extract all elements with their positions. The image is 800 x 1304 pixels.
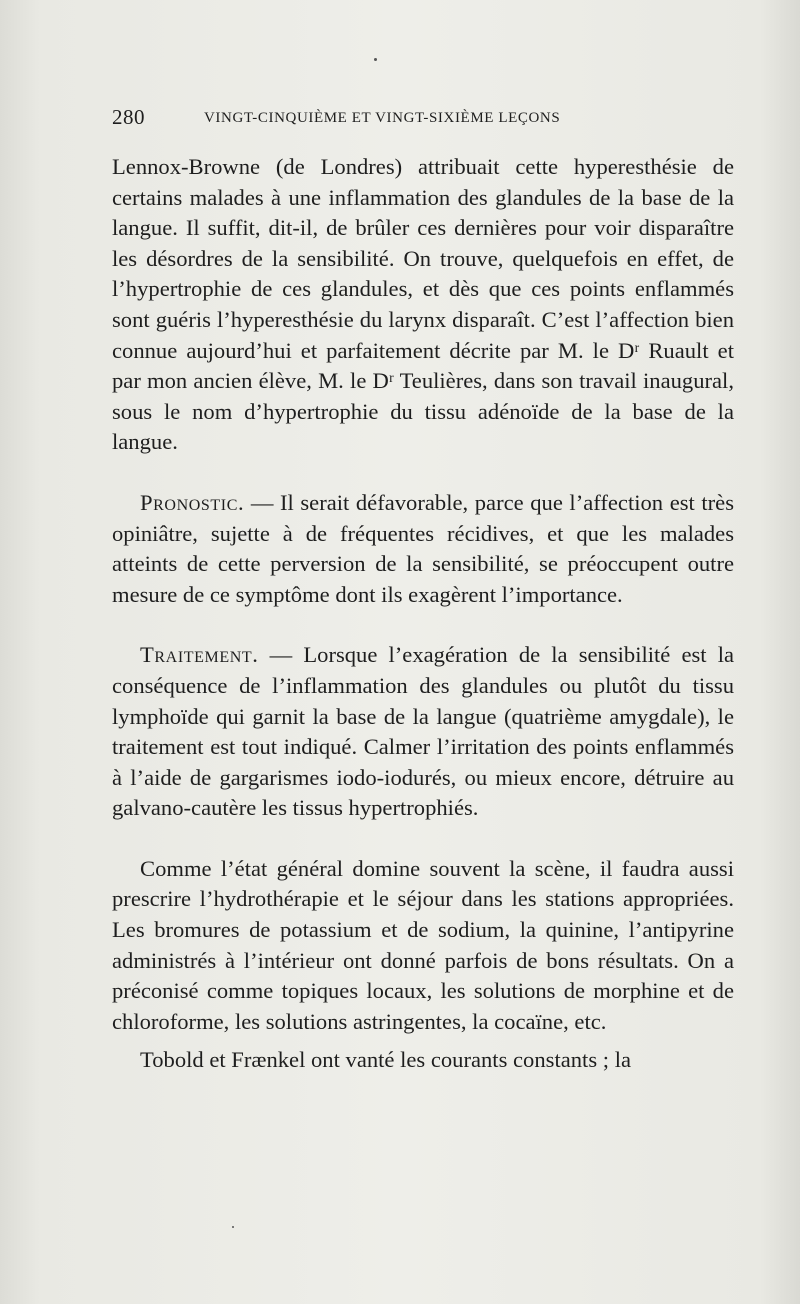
page-header [112, 104, 732, 130]
paragraph-pronostic [112, 488, 734, 610]
paragraph-tobold: Tobold et Frænkel ont vanté les courants constants ; la [140, 1047, 631, 1073]
section-heading-traitement: Traitement. [140, 642, 259, 668]
section-heading-pronostic: Pronostic. [140, 489, 245, 515]
paragraph-traitement-text: — Lorsque l’exagération de la sensibilité est la conséquence de l’inflammation des glandules ou plutôt du tissu lymphoïde qui garnit la base de la langue (quatrième amygdale), le traitement est tout indiqué. Calmer l’irritation des points enflammés à l’aide de gargarismes iodo-iodurés, ou mieux encore, détruire au galvano-cautère les tissus hypertrophiés. [112, 642, 734, 821]
paper-speck [232, 1226, 234, 1228]
paragraph-lennox-browne: Lennox-Browne (de Londres) attribuait cette hyperesthésie de certains malades à une inflammation des glandules de la base de la langue. Il suffit, dit-il, de brûler ces dernières pour voir disparaître les désordres de la sensibilité. On trouve, quelquefois en effet, de l’hypertrophie de ces glandules, et dès que ces points enflammés sont guéris l’hyperesthésie du larynx disparaît. C’est l’affection bien connue aujourd’hui et parfaitement décrite par M. le Dʳ Ruault et par mon ancien élève, M. le Dʳ Teulières, dans son travail inaugural, sous le nom d’hypertrophie du tissu adénoïde de la base de la langue. [112, 154, 734, 455]
running-head: VINGT-CINQUIÈME ET VINGT-SIXIÈME LEÇONS [204, 110, 561, 126]
page-number: 280 [112, 105, 145, 129]
body-text [112, 152, 734, 1076]
paragraph-etat-general: Comme l’état général domine souvent la scène, il faudra aussi prescrire l’hydrothérapie et le séjour dans les stations appropriées. Les bromures de potassium et de sodium, la quinine, l’antipyrine administrés à l’intérieur ont donné parfois de bons résultats. On a préconisé comme topiques locaux, les solutions de morphine et de chloroforme, les solutions astringentes, la cocaïne, etc. [112, 855, 734, 1034]
paragraph-traitement [112, 640, 734, 824]
paper-speck [374, 58, 377, 61]
paragraph-pronostic-text: — Il serait défavorable, parce que l’affection est très opiniâtre, sujette à de fréquentes récidives, et que les malades atteints de cette perversion de la sensibilité, se préoccupent outre mesure de ce symptôme dont ils exagèrent l’importance. [112, 489, 734, 607]
